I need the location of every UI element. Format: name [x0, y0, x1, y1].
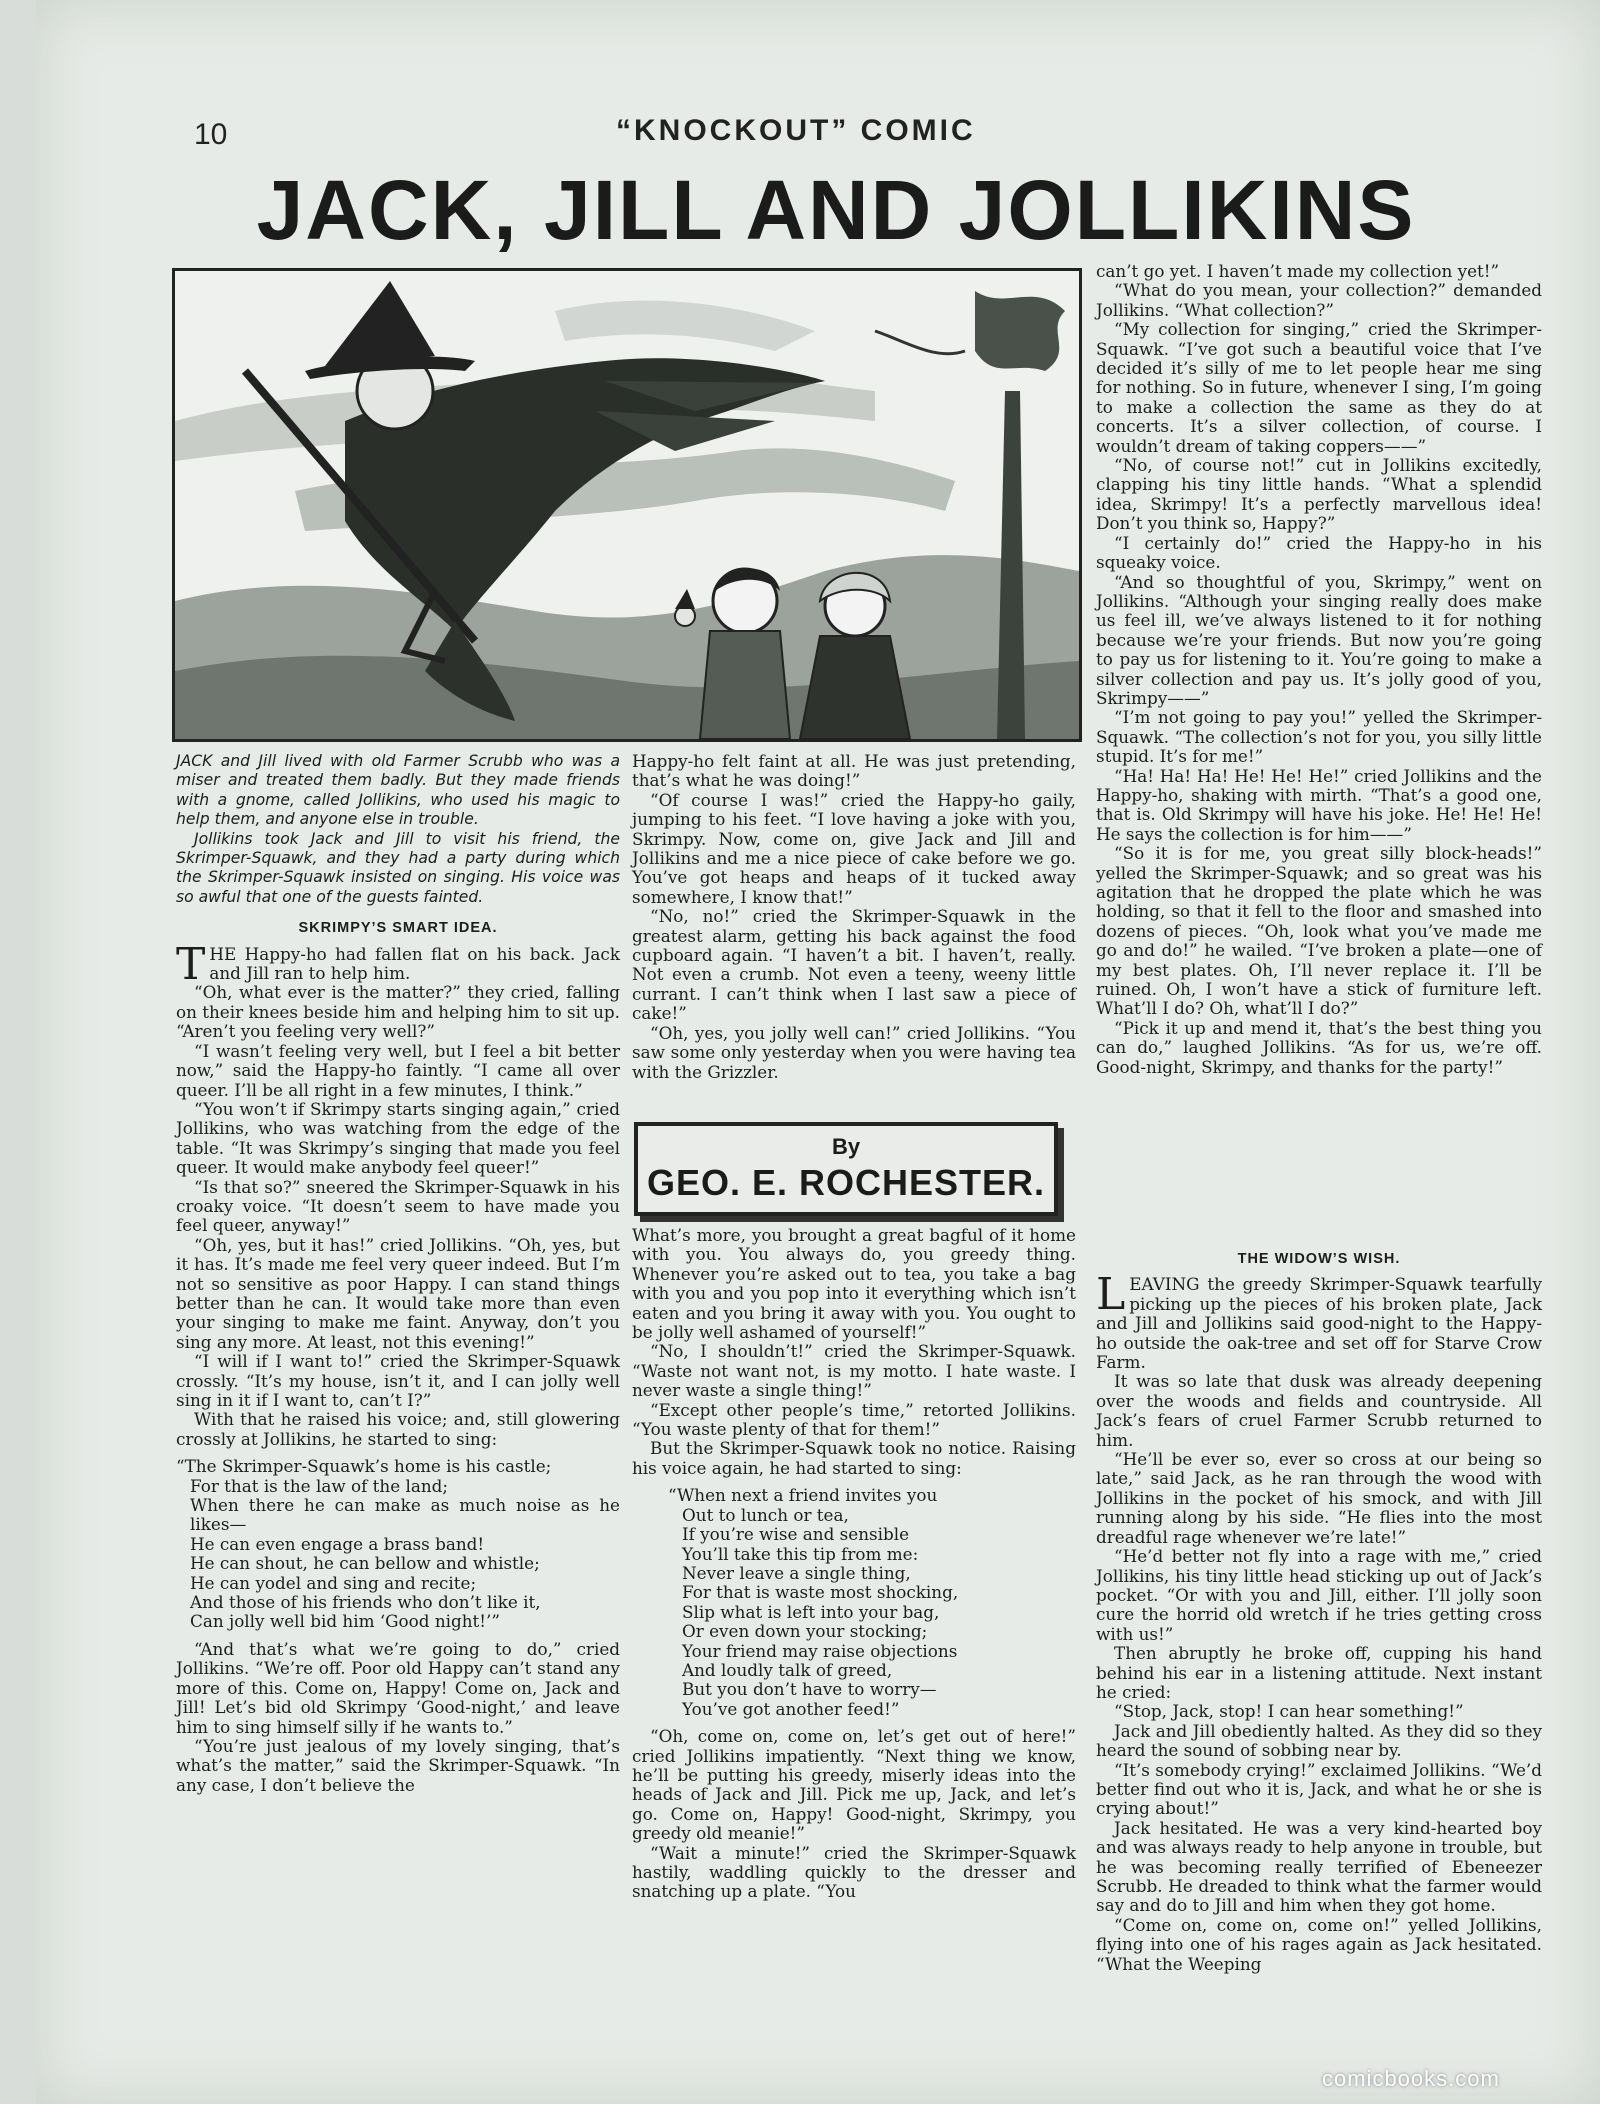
verse-line: For that is waste most shocking,: [682, 1582, 959, 1603]
paragraph: “You won’t if Skrimpy starts singing again,” cried Jollikins, who was watching from the edge of the table. “It was Skrimpy’s singing that made you feel queer. It would make anybody feel queer!”: [176, 1098, 620, 1178]
story-intro: [176, 752, 620, 907]
paragraph: Happy-ho felt faint at all. He was just pretending, that’s what he was doing!”: [632, 751, 1076, 791]
running-head: “KNOCKOUT” COMIC: [616, 114, 976, 147]
page-number: 10: [194, 118, 228, 151]
paragraph: can’t go yet. I haven’t made my collection yet!”: [1096, 261, 1500, 281]
paragraph: “Oh, come on, come on, let’s get out of here!” cried Jollikins impatiently. “Next thing we know, he’ll be putting his greedy, miserly ideas into the heads of Jack and Jill. Pick me up, Jack, and let’s go. Come on, Happy! Good-night, Skrimpy, you greedy old meanie!”: [632, 1726, 1076, 1844]
verse-line: You’ve got another feed!”: [682, 1698, 900, 1719]
byline-author: GEO. E. ROCHESTER.: [646, 1162, 1046, 1203]
paragraph: “What do you mean, your collection?” demanded Jollikins. “What collection?”: [1096, 280, 1542, 320]
paragraph: “He’d better not fly into a rage with me,” cried Jollikins, his tiny little head sticking up out of Jack’s pocket. “Or with you and Jill, either. I’ll jolly soon cure the horrid old wretch if he tries getting cross with us!”: [1096, 1546, 1542, 1644]
column-2-bottom: [632, 1226, 1076, 1902]
intro-paragraph: JACK and Jill lived with old Farmer Scrubb who was a miser and treated them badly. But they made friends with a gnome, called Jollikins, who used his magic to help them, and anyone else in trouble.: [176, 752, 620, 829]
column-2-top: [632, 752, 1076, 1082]
paragraph: “I wasn’t feeling very well, but I feel a bit better now,” said the Happy-ho faintly. “I came all over queer. I’ll be all right in a few minutes, I think.”: [176, 1040, 620, 1100]
paragraph: “So it is for me, you great silly block-heads!” yelled the Skrimper-Squawk; and so great was his agitation that he dropped the plate which he was holding, so that it fell to the floor and smashed into dozens of pieces. “Oh, look what you’ve made me go and do!” he wailed. “I’ve broken a plate—one of my best plates. Oh, I’ll never replace it. I’ll be ruined. Oh, I won’t have a stick of furniture left. What’ll I do? Oh, what’ll I do?”: [1096, 843, 1542, 1019]
paragraph: “I will if I want to!” cried the Skrimper-Squawk crossly. “It’s my house, isn’t it, and I can jolly well sing in it if I want to, can’t I?”: [176, 1351, 620, 1410]
paragraph: “Ha! Ha! Ha! He! He! He!” cried Jollikins and the Happy-ho, shaking with mirth. “That’s a good one, that is. Old Skrimpy will have his joke. He! He! He! He says the collection is for him——”: [1096, 765, 1542, 844]
verse-line: Out to lunch or tea,: [682, 1504, 849, 1525]
column-3-bottom: [1096, 1238, 1542, 1974]
paragraph: But the Skrimper-Squawk took no notice. Raising his voice again, he had started to sing:: [632, 1438, 1076, 1478]
paragraph: “Oh, what ever is the matter?” they cried, falling on their knees beside him and helping him to sit up. “Aren’t you feeling very well?”: [176, 982, 620, 1042]
verse-line: If you’re wise and sensible: [682, 1524, 910, 1545]
paragraph: “Pick it up and mend it, that’s the best thing you can do,” laughed Jollikins. “As for us, we’re off. Good-night, Skrimpy, and thanks for the party!”: [1096, 1017, 1542, 1077]
verse-line: And those of his friends who don’t like it,: [190, 1592, 541, 1613]
opening-text: EAVING the greedy Skrimper-Squawk tearfully picking up the pieces of his broken plate, Jack and Jill and Jollikins said good-night to the Happy-ho outside the oak-tree and set off for Starve Crow Farm.: [1096, 1274, 1542, 1373]
verse-line: But you don’t have to worry—: [682, 1679, 937, 1700]
paragraph: “He’ll be ever so, ever so cross at our being so late,” said Jack, as he ran through the wood with Jollikins in the pocket of his smock, and with Jill running along by his side. “He flies into the most dreadful rage whenever we’re late!”: [1096, 1449, 1542, 1547]
section-heading: THE WIDOW’S WISH.: [1237, 1251, 1401, 1267]
paragraph: “You’re just jealous of my lovely singing, that’s what’s the matter,” said the Skrimper-Squawk. “In any case, I don’t believe the: [176, 1735, 620, 1795]
paragraph: “Come on, come on, come on!” yelled Jollikins, flying into one of his rages again as Jack hesitated. “What the Weeping: [1096, 1914, 1542, 1974]
intro-paragraph: Jollikins took Jack and Jill to visit his friend, the Skrimper-Squawk, and they had a party during which the Skrimper-Squawk insisted on singing. His voice was so awful that one of the guests fainted.: [176, 829, 620, 906]
witch-on-broom-illustration: [175, 271, 1079, 739]
paragraph: Jack hesitated. He was a very kind-hearted boy and was always ready to help anyone in trouble, but he was becoming really terrified of Ebeneezer Scrubb. He dreaded to think what the farmer would say and do to Jill and him when they got home.: [1096, 1817, 1542, 1916]
paragraph: “Except other people’s time,” retorted Jollikins. “You waste plenty of that for them!”: [632, 1399, 1076, 1440]
verse-line: “When next a friend invites you: [668, 1485, 938, 1506]
paragraph: “It’s somebody crying!” exclaimed Jollikins. “We’d better find out who it is, Jack, and what he or she is crying about!”: [1096, 1759, 1542, 1819]
paragraph: “Oh, yes, but it has!” cried Jollikins. “Oh, yes, but it has. It’s made me feel very queer indeed. But I’m not so sensitive as poor Happy. I can stand things better than he can. It would take more than even your singing to make me faint. Anyway, don’t you sing any more. At least, not this evening!”: [176, 1234, 620, 1352]
verse-line: For that is the law of the land;: [190, 1475, 449, 1496]
paragraph: “No, I shouldn’t!” cried the Skrimper-Squawk. “Waste not want not, is my motto. I hate waste. I never waste a single thing!”: [632, 1341, 1076, 1401]
paragraph: Jack and Jill obediently halted. As they did so they heard the sound of sobbing near by.: [1096, 1720, 1542, 1761]
column-3: [1096, 262, 1542, 1077]
paragraph: It was so late that dusk was already deepening over the woods and fields and countryside. All Jack’s fears of cruel Farmer Scrubb returned to him.: [1096, 1371, 1542, 1450]
paragraph: “No, no!” cried the Skrimper-Squawk in the greatest alarm, getting his back against the food cupboard again. “I haven’t a bit. I haven’t, really. Not even a crumb. Not even a teeny, weeny little currant. I can’t think when I last saw a piece of cake!”: [632, 906, 1076, 1024]
verse-line: Slip what is left into your bag,: [682, 1601, 940, 1622]
paragraph: “Oh, yes, you jolly well can!” cried Jollikins. “You saw some only yesterday when you were having tea with the Grizzler.: [632, 1022, 1076, 1082]
paragraph: “Stop, Jack, stop! I can hear something!”: [1114, 1701, 1464, 1722]
verse-line: And loudly talk of greed,: [682, 1659, 893, 1680]
site-watermark: comicbooks.com: [1322, 2066, 1500, 2091]
verse-line: Can jolly well bid him ‘Good night!’”: [190, 1611, 500, 1632]
paragraph: Then abruptly he broke off, cupping his hand behind his ear in a listening attitude. Next instant he cried:: [1096, 1643, 1542, 1702]
paragraph: “And that’s what we’re going to do,” cried Jollikins. “We’re off. Poor old Happy can’t stand any more of this. Come on, Happy! Come on, Jack and Jill! Let’s bid old Skrimpy ‘Good-night,’ and leave him to sing himself silly if he wants to.”: [176, 1638, 620, 1737]
section-heading: SKRIMPY’S SMART IDEA.: [298, 920, 498, 937]
verse-line: Never leave a single thing,: [682, 1562, 911, 1583]
verse-line: Or even down your stocking;: [682, 1621, 928, 1642]
verse-line: When there he can make as much noise as he likes—: [190, 1495, 620, 1535]
verse-line: He can shout, he can bellow and whistle;: [190, 1553, 540, 1574]
verse-line: He can yodel and sing and recite;: [190, 1572, 477, 1593]
verse-line: Your friend may raise objections: [682, 1640, 958, 1661]
opening-paragraph: [1096, 1269, 1542, 1373]
drop-cap: T: [176, 938, 206, 990]
column-1: [176, 752, 620, 1795]
paragraph: “My collection for singing,” cried the Skrimper-Squawk. “I’ve got such a beautiful voice that I’ve decided it’s silly of me to let people hear me sing for nothing. So in future, whenever I sing, I’m going to make a collection the same as they do at concerts. It’s a silver collection, of course. I wouldn’t dream of taking coppers——”: [1096, 319, 1542, 456]
opening-paragraph: [176, 938, 620, 990]
paragraph: “I certainly do!” cried the Happy-ho in his squeaky voice.: [1096, 532, 1542, 573]
verse-line: “The Skrimper-Squawk’s home is his castle;: [176, 1456, 552, 1477]
song-verse: [632, 1486, 1076, 1719]
paragraph: “No, of course not!” cut in Jollikins excitedly, clapping his tiny little hands. “What a splendid idea, Skrimpy! It’s a perfectly marvellous idea! Don’t you think so, Happy?”: [1096, 455, 1542, 534]
story-title: JACK, JILL AND JOLLIKINS: [256, 163, 1416, 257]
song-verse: [176, 1457, 620, 1632]
paragraph: “I’m not going to pay you!” yelled the Skrimper-Squawk. “The collection’s not for you, you silly little stupid. It’s for me!”: [1096, 707, 1542, 767]
opening-text: HE Happy-ho had fallen flat on his back. Jack and Jill ran to help him.: [209, 943, 620, 984]
verse-line: You’ll take this tip from me:: [682, 1543, 919, 1564]
paragraph: “Wait a minute!” cried the Skrimper-Squawk hastily, waddling quickly to the dresser and snatching up a plate. “You: [632, 1842, 1076, 1902]
paragraph: “Of course I was!” cried the Happy-ho gaily, jumping to his feet. “I love having a joke with you, Skrimpy. Now, come on, give Jack and Jill and Jollikins and me a nice piece of cake before we go. You’ve got heaps and heaps of it tucked away somewhere, I know that!”: [632, 789, 1076, 907]
comic-page: [36, 0, 1600, 2104]
paragraph: “Is that so?” sneered the Skrimper-Squawk in his croaky voice. “It doesn’t seem to have made you feel queer, anyway!”: [176, 1176, 620, 1236]
verse-line: He can even engage a brass band!: [190, 1533, 485, 1554]
story-illustration: [172, 268, 1082, 742]
author-byline: [634, 1122, 1058, 1216]
byline-by: By: [831, 1134, 861, 1159]
paragraph: With that he raised his voice; and, still glowering crossly at Jollikins, he started to sing:: [176, 1409, 620, 1449]
paragraph: What’s more, you brought a great bagful of it home with you. You always do, you greedy thing. Whenever you’re asked out to tea, you take a bag with you and you pop into it everything which isn’t eaten and you bring it away with you. You ought to be jolly well ashamed of yourself!”: [632, 1225, 1076, 1343]
drop-cap: L: [1096, 1269, 1126, 1321]
paragraph: “And so thoughtful of you, Skrimpy,” went on Jollikins. “Although your singing really does make us feel ill, we’ve always listened to it for nothing because we’re your friends. But now you’re going to pay us for listening to it. You’re going to make a silver collection and pay us. It’s jolly good of you, Skrimpy——”: [1096, 571, 1542, 708]
